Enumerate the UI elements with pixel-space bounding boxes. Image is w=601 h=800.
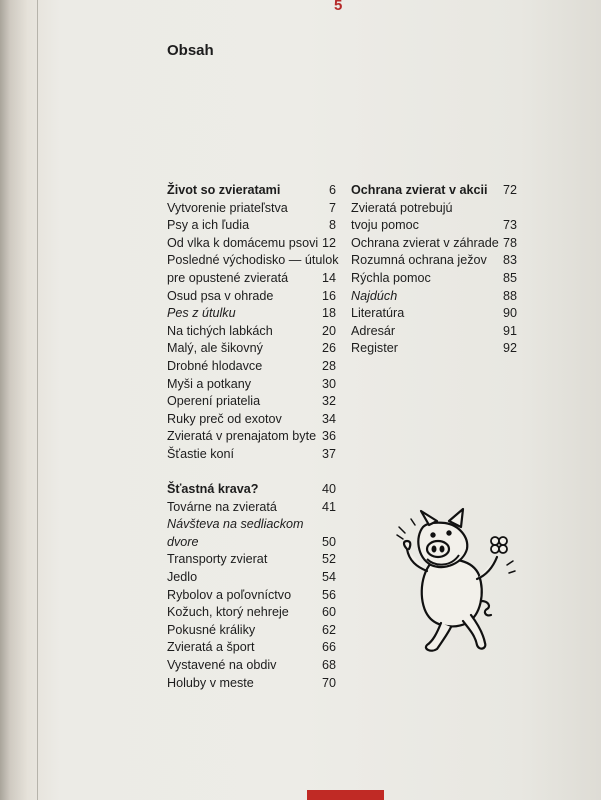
toc-entry-title: Vystavené na obdiv: [167, 658, 277, 673]
toc-entry-page: 7: [328, 200, 336, 215]
toc-entry-title: Drobné hlodavce: [167, 358, 263, 373]
toc-entry: [167, 411, 336, 429]
toc-entry: [167, 270, 336, 288]
toc-entry-title: pre opustené zvieratá: [167, 270, 289, 285]
toc-entry-title: Register: [351, 341, 398, 356]
toc-entry: [167, 516, 336, 534]
toc-entry-page: 30: [321, 376, 336, 391]
toc-right-column: [351, 182, 517, 358]
toc-entry-page: 20: [321, 323, 336, 338]
toc-entry-title: Zvieratá a šport: [167, 640, 255, 655]
toc-section-heading: [351, 182, 517, 200]
toc-entry-title: dvore: [167, 534, 199, 549]
toc-entry: [167, 305, 336, 323]
toc-entry-page: 52: [321, 552, 336, 567]
toc-entry-title: Malý, ale šikovný: [167, 341, 263, 356]
toc-entry: [351, 288, 517, 306]
toc-entry: [351, 252, 517, 270]
toc-entry-page: 18: [321, 306, 336, 321]
toc-entry-page: 92: [502, 341, 517, 356]
toc-entry: [167, 657, 336, 675]
toc-entry-page: 72: [502, 183, 517, 197]
toc-entry-page: 73: [502, 218, 517, 233]
toc-entry-title: Rýchla pomoc: [351, 270, 431, 285]
toc-left-column: [167, 182, 339, 692]
toc-entry: [167, 393, 336, 411]
toc-entry-page: 36: [321, 429, 336, 444]
toc-entry-page: 14: [321, 270, 336, 285]
toc-entry-title: Na tichých labkách: [167, 323, 273, 338]
page-gutter: [37, 0, 38, 800]
toc-entry-title: Šťastná krava?: [167, 482, 259, 497]
toc-entry-page: 40: [321, 482, 336, 497]
toc-entry: [167, 200, 336, 218]
toc-entry: [167, 446, 336, 464]
toc-entry-page: 78: [502, 235, 517, 250]
toc-entry-title: Myši a potkany: [167, 376, 251, 391]
toc-entry: [167, 604, 336, 622]
toc-entry: [167, 235, 336, 253]
toc-entry: [167, 217, 336, 235]
page-number: 5: [334, 0, 343, 14]
toc-entry: [167, 551, 336, 569]
toc-entry-title: Pokusné králiky: [167, 622, 256, 637]
toc-entry-page: 34: [321, 411, 336, 426]
toc-entry: [167, 639, 336, 657]
toc-entry-title: Od vlka k domácemu psovi: [167, 235, 319, 250]
toc-entry-title: tvoju pomoc: [351, 218, 419, 233]
toc-entry-title: Vytvorenie priateľstva: [167, 200, 288, 215]
toc-entry-title: Ochrana zvierat v akcii: [351, 183, 488, 197]
toc-entry: [351, 305, 517, 323]
toc-entry: [167, 534, 336, 552]
toc-entry: [167, 499, 336, 517]
toc-entry-title: Holuby v meste: [167, 675, 254, 690]
toc-entry-page: 90: [502, 306, 517, 321]
toc-entry-page: 26: [321, 341, 336, 356]
toc-entry-title: Šťastie koní: [167, 446, 235, 461]
toc-entry-title: Pes z útulku: [167, 306, 236, 321]
toc-entry-page: 66: [321, 640, 336, 655]
toc-entry: [167, 376, 336, 394]
toc-entry-title: Psy a ich ľudia: [167, 218, 250, 233]
toc-entry: [167, 358, 336, 376]
toc-entry: [351, 323, 517, 341]
toc-entry: [351, 340, 517, 358]
toc-entry-title: Najdúch: [351, 288, 398, 303]
toc-entry-title: Život so zvieratami: [167, 183, 281, 197]
toc-section-heading: [167, 182, 336, 200]
toc-section-gap: [167, 464, 336, 482]
toc-entry: [167, 428, 336, 446]
toc-entry-page: 16: [321, 288, 336, 303]
toc-entry: [351, 270, 517, 288]
toc-entry-title: Ochrana zvierat v záhrade: [351, 235, 499, 250]
toc-entry-page: 41: [321, 499, 336, 514]
toc-entry-title: Zvieratá potrebujú: [351, 200, 453, 215]
toc-entry-page: 6: [328, 183, 336, 197]
toc-entry: [167, 622, 336, 640]
toc-entry-page: 12: [321, 235, 336, 250]
toc-entry-title: Rozumná ochrana ježov: [351, 253, 487, 268]
toc-entry-title: Transporty zvierat: [167, 552, 268, 567]
toc-entry-page: 37: [321, 446, 336, 461]
toc-entry-title: Továrne na zvieratá: [167, 499, 277, 514]
toc-entry-page: 50: [321, 534, 336, 549]
toc-entry: [167, 252, 339, 270]
toc-entry-title: Ruky preč od exotov: [167, 411, 282, 426]
toc-entry: [351, 200, 517, 218]
toc-entry-page: 32: [321, 394, 336, 409]
toc-entry-page: 88: [502, 288, 517, 303]
toc-entry: [167, 675, 336, 693]
bottom-bookmark-tab: [307, 790, 384, 800]
toc-entry-title: Adresár: [351, 323, 396, 338]
toc-entry-page: 85: [502, 270, 517, 285]
toc-entry: [167, 288, 336, 306]
toc-entry-page: 83: [502, 253, 517, 268]
toc-entry-page: 60: [321, 605, 336, 620]
toc-entry: [167, 323, 336, 341]
toc-entry-page: 8: [328, 218, 336, 233]
toc-entry-page: 62: [321, 622, 336, 637]
toc-entry-page: 28: [321, 358, 336, 373]
toc-entry-title: Literatúra: [351, 306, 405, 321]
toc-entry: [351, 235, 517, 253]
toc-entry-title: Osud psa v ohrade: [167, 288, 274, 303]
toc-entry: [167, 569, 336, 587]
toc-entry-title: Posledné východisko — útulok: [167, 253, 339, 268]
toc-entry-page: 68: [321, 658, 336, 673]
toc-entry-page: 56: [321, 587, 336, 602]
toc-entry-page: 54: [321, 570, 336, 585]
toc-entry-title: Návšteva na sedliackom: [167, 517, 304, 532]
toc-entry-title: Kožuch, ktorý nehreje: [167, 605, 289, 620]
toc-entry-page: 91: [502, 323, 517, 338]
toc-entry-title: Rybolov a poľovníctvo: [167, 587, 292, 602]
page-title: Obsah: [167, 42, 214, 59]
toc-entry: [167, 340, 336, 358]
toc-entry: [351, 217, 517, 235]
toc-entry: [167, 587, 336, 605]
toc-entry-title: Operení priatelia: [167, 394, 261, 409]
toc-entry-title: Jedlo: [167, 570, 198, 585]
toc-section-heading: [167, 481, 336, 499]
dancing-pig-icon: [393, 505, 521, 655]
toc-entry-page: 70: [321, 675, 336, 690]
toc-entry-title: Zvieratá v prenajatom byte: [167, 429, 317, 444]
